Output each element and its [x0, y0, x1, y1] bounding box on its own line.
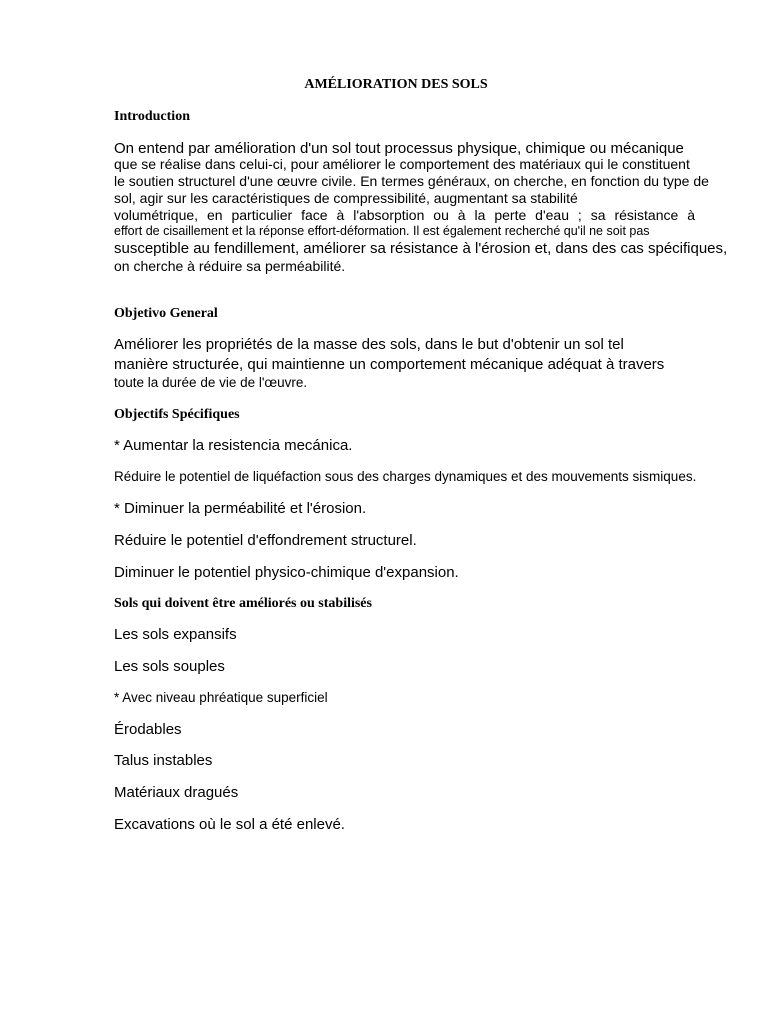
- introduction-line: on cherche à réduire sa perméabilité.: [114, 258, 346, 274]
- sol-item: Matériaux dragués: [114, 784, 239, 801]
- introduction-heading: Introduction: [114, 109, 190, 124]
- introduction-line: sol, agir sur les caractéristiques de compressibilité, augmentant sa stabilité: [114, 190, 578, 206]
- introduction-line: susceptible au fendillement, améliorer sa résistance à l'érosion et, dans des cas spécifiques,: [114, 240, 728, 257]
- sol-item: Les sols expansifs: [114, 626, 237, 643]
- objectif-item: Réduire le potentiel d'effondrement structurel.: [114, 532, 417, 549]
- sol-item: Les sols souples: [114, 658, 225, 675]
- objectif-item: * Diminuer la perméabilité et l'érosion.: [114, 500, 367, 517]
- objectif-general-line: toute la durée de vie de l'œuvre.: [114, 375, 308, 390]
- introduction-line: On entend par amélioration d'un sol tout processus physique, chimique ou mécanique: [114, 140, 684, 157]
- sols-heading: Sols qui doivent être améliorés ou stabilisés: [114, 596, 372, 611]
- objectif-general-heading: Objetivo General: [114, 306, 218, 321]
- sol-item: * Avec niveau phréatique superficiel: [114, 690, 328, 705]
- objectifs-specifiques-heading: Objectifs Spécifiques: [114, 407, 240, 422]
- introduction-line: que se réalise dans celui-ci, pour améliorer le comportement des matériaux qui le constituent: [114, 156, 690, 172]
- document-title: AMÉLIORATION DES SOLS: [304, 77, 488, 92]
- objectif-general-line: Améliorer les propriétés de la masse des sols, dans le but d'obtenir un sol tel: [114, 336, 624, 353]
- objectif-general-line: manière structurée, qui maintienne un comportement mécanique adéquat à travers: [114, 356, 665, 373]
- objectif-item: * Aumentar la resistencia mecánica.: [114, 437, 353, 454]
- introduction-line: effort de cisaillement et la réponse effort-déformation. Il est également recherché qu'il ne soit pas: [114, 224, 650, 238]
- sol-item: Érodables: [114, 721, 182, 738]
- sol-item: Excavations où le sol a été enlevé.: [114, 816, 345, 833]
- objectif-item: Diminuer le potentiel physico-chimique d'expansion.: [114, 564, 459, 581]
- objectif-item: Réduire le potentiel de liquéfaction sous des charges dynamiques et des mouvements sismiques.: [114, 469, 697, 484]
- introduction-line: volumétrique, en particulier face à l'absorption ou à la perte d'eau ; sa résistance à: [114, 207, 695, 223]
- sol-item: Talus instables: [114, 752, 213, 769]
- introduction-line: le soutien structurel d'une œuvre civile. En termes généraux, on cherche, en fonction du type de: [114, 173, 709, 189]
